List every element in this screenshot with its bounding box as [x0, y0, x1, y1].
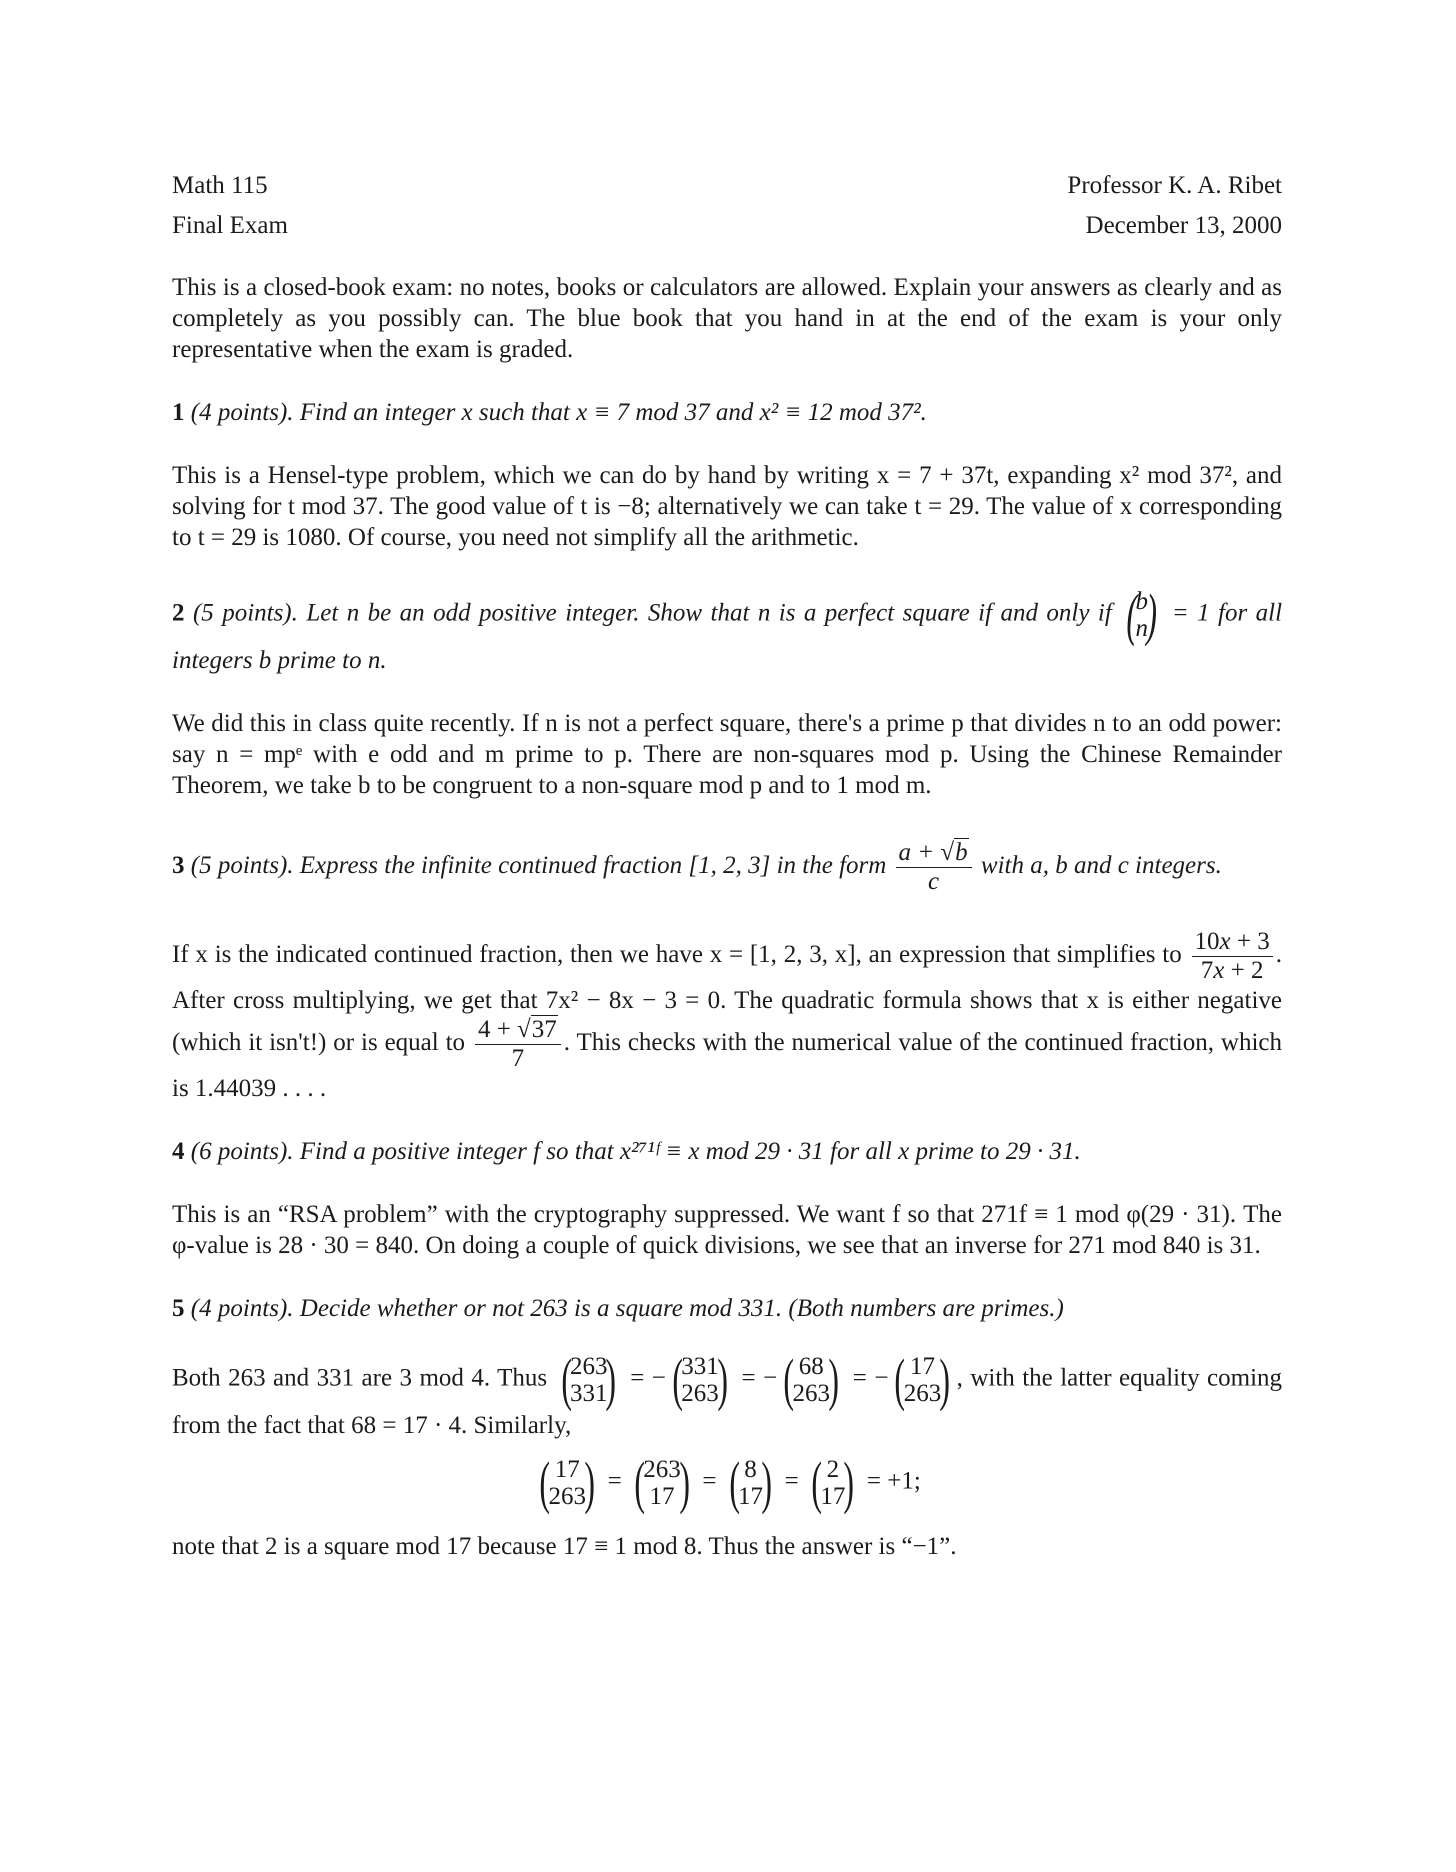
question-text: with a, b and c integers.: [980, 852, 1222, 880]
problem-points: (5 points).: [190, 852, 294, 880]
header-row-2: [172, 210, 1282, 250]
legendre-17-263: ( 17 263 ): [539, 1450, 595, 1515]
question-text: Let n be an odd positive integer. Show that n is a perfect square if and only if: [306, 599, 1112, 627]
problem-points: (6 points).: [190, 1138, 294, 1165]
problem-2-answer: We did this in class quite recently. If n is not a perfect square, there's a prime p that divides n to an odd power: say n = mpᵉ with e odd and m prime to p. There are non-squares mod p. Using the Chinese Remainder Theorem, we take b to be congruent to a non-square mod p and to 1 mod m.: [172, 710, 1282, 799]
answer-text: Both 263 and 331 are 3 mod 4. Thus: [172, 1364, 548, 1392]
exam-title: Final Exam: [172, 212, 288, 239]
problem-2-question: [172, 582, 1283, 676]
legendre-263-17: ( 263 17 ): [634, 1450, 690, 1515]
answer-text: . This checks with the numerical value of the continued fraction, which is 1.44039 . . . .: [172, 1029, 1282, 1102]
legendre-68-263: ( 68 263 ): [783, 1347, 839, 1412]
problem-3-question: [172, 839, 1282, 896]
fraction-root: $\frac{4 + √37}{7}$: [475, 1016, 561, 1073]
professor-name: Professor K. A. Ribet: [1067, 172, 1282, 199]
problem-number: 2: [172, 599, 185, 627]
legendre-2-17: ( 2 17 ): [811, 1450, 855, 1515]
answer-text: If x is the indicated continued fraction, then we have x = [1, 2, 3, x], an expression that simplifies to: [172, 941, 1182, 969]
header-row-1: [172, 170, 1282, 210]
question-text: Express the infinite continued fraction [1, 2, 3] in the form: [299, 852, 887, 880]
exam-date: December 13, 2000: [1085, 212, 1282, 239]
intro-paragraph: This is a closed-book exam: no notes, books or calculators are allowed. Explain your answers as clearly and as completely as you possibly can. The blue book that you hand in at the end of the exam is your only representative when the exam is graded.: [172, 274, 1282, 363]
question-text: Find a positive integer f so that x²⁷¹ᶠ ≡ x mod 29 · 31 for all x prime to 29 · 31.: [299, 1138, 1081, 1165]
legendre-331-263: ( 331 263 ): [672, 1347, 728, 1412]
problem-points: (4 points).: [190, 1295, 294, 1322]
problem-4-question: [172, 1136, 1282, 1167]
exam-page: [172, 170, 1282, 1562]
display-equation: ( 17 263 ) = ( 263 17 ) = ( 8 17 ) = ( 2 17 ) = +1;: [172, 1453, 1282, 1513]
answer-text: . After cross multiplying, we get that 7x² − 8x − 3 = 0. The quadratic formula shows that x is either negative (which it isn't!) or is equal to: [172, 941, 1282, 1057]
problem-5-answer: Both 263 and 331 are 3 mod 4. Thus ( 263 331 ) = − ( 331 263 ) = − ( 68 263 ) = − ( 17 263 ) , with the latter equality coming from the fact that 68 = 17 · 4. Similarly,: [172, 1347, 1283, 1439]
question-text: Decide whether or not 263 is a square mod 331. (Both numbers are primes.): [299, 1295, 1064, 1322]
legendre-8-17: ( 8 17 ): [729, 1450, 773, 1515]
legendre-symbol-b-n: ( b n ): [1126, 582, 1158, 647]
form-fraction: $\frac{a + √b}{c}$: [896, 839, 972, 896]
problem-4-answer: This is an “RSA problem” with the cryptography suppressed. We want f so that 271f ≡ 1 mod φ(29 · 31). The φ-value is 28 · 30 = 840. On doing a couple of quick divisions, we see that an inverse for 271 mod 840 is 31.: [172, 1201, 1282, 1259]
problem-number: 5: [172, 1295, 185, 1322]
problem-1-answer: This is a Hensel-type problem, which we can do by hand by writing x = 7 + 37t, expanding x² mod 37², and solving for t mod 37. The good value of t is −8; alternatively we can take t = 29. The value of x corresponding to t = 29 is 1080. Of course, you need not simplify all the arithmetic.: [172, 462, 1282, 551]
course-title: Math 115: [172, 172, 268, 199]
question-text: Find an integer x such that x ≡ 7 mod 37 and x² ≡ 12 mod 37².: [299, 399, 927, 426]
problem-5-question: [172, 1293, 1282, 1324]
problem-number: 4: [172, 1138, 185, 1165]
problem-5-conclusion: note that 2 is a square mod 17 because 17 ≡ 1 mod 8. Thus the answer is “−1”.: [172, 1533, 957, 1560]
question-text: = 1 for all integers b prime to n.: [172, 599, 1283, 674]
problem-number: 3: [172, 852, 185, 880]
problem-points: (4 points).: [190, 399, 294, 426]
legendre-17-263: ( 17 263 ): [894, 1347, 951, 1412]
problem-1-question: [172, 397, 1282, 428]
problem-number: 1: [172, 399, 185, 426]
fraction-10x3-7x2: $\frac{10x + 3}{7x + 2}$: [1192, 928, 1273, 985]
answer-text: , with the latter equality coming from the fact that 68 = 17 · 4. Similarly,: [172, 1364, 1283, 1439]
problem-3-answer: [172, 928, 1282, 1104]
legendre-263-331: ( 263 331 ): [560, 1347, 617, 1412]
problem-points: (5 points).: [192, 599, 298, 627]
